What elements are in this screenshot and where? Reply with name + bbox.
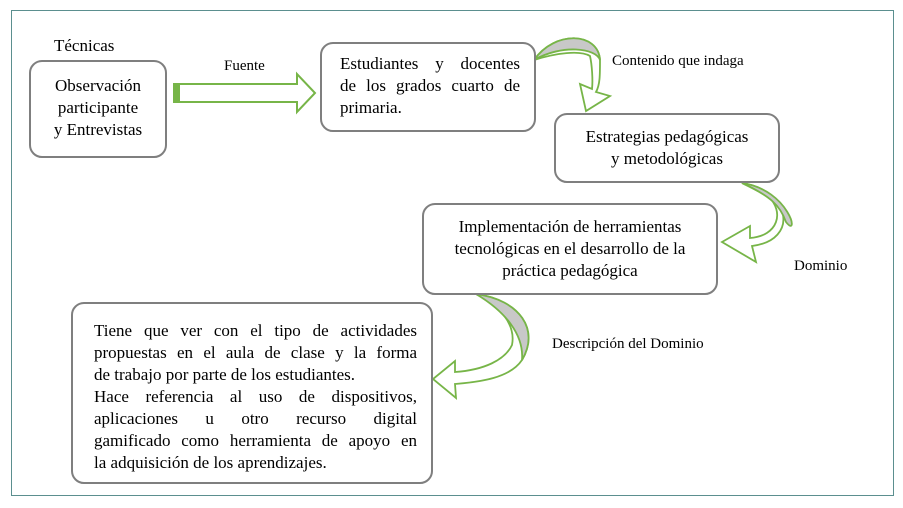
implementacion-box — [422, 203, 718, 295]
observacion-line-2: participante — [57, 98, 139, 117]
estrategias-line-1: Estrategias pedagógicas — [585, 127, 749, 146]
fuente-arrow — [174, 74, 315, 112]
contenido-curved-arrow — [534, 38, 610, 111]
descripcion-line-1: Tiene que ver con el tipo de actividades — [94, 321, 417, 340]
estrategias-box — [554, 113, 780, 183]
observacion-box — [29, 60, 167, 158]
estudiantes-line-1: Estudiantes y docentes — [340, 54, 520, 73]
implementacion-line-1: Implementación de herramientas — [458, 217, 682, 236]
dominio-label: Dominio — [794, 258, 848, 274]
estrategias-line-2: y metodológicas — [611, 149, 723, 168]
observacion-line-3: y Entrevistas — [53, 120, 143, 139]
tecnicas-label: Técnicas — [54, 36, 115, 55]
descripcion-line-5: aplicaciones u otro recurso digital — [94, 409, 417, 428]
estudiantes-box — [320, 42, 536, 132]
fuente-label: Fuente — [224, 58, 265, 74]
descripcion-line-3: de trabajo por parte de los estudiantes. — [94, 365, 356, 384]
descripcion-line-6: gamificado como herramienta de apoyo en — [94, 431, 417, 450]
estudiantes-line-3: primaria. — [340, 98, 402, 117]
implementacion-line-2: tecnológicas en el desarrollo de la — [454, 239, 686, 258]
contenido-label: Contenido que indaga — [612, 53, 744, 69]
descripcion-line-7: la adquisición de los aprendizajes. — [94, 453, 327, 472]
observacion-line-1: Observación — [55, 76, 141, 95]
descripcion-line-2: propuestas en el aula de clase y la forma — [94, 343, 417, 362]
implementacion-line-3: práctica pedagógica — [502, 261, 638, 280]
descripcion-line-4: Hace referencia al uso de dispositivos, — [94, 387, 417, 406]
estudiantes-line-2: de los grados cuarto de — [340, 76, 520, 95]
dominio-curved-arrow — [722, 183, 792, 262]
descripcion-label: Descripción del Dominio — [552, 336, 704, 352]
descripcion-box — [71, 302, 433, 484]
descripcion-curved-arrow — [433, 294, 529, 398]
